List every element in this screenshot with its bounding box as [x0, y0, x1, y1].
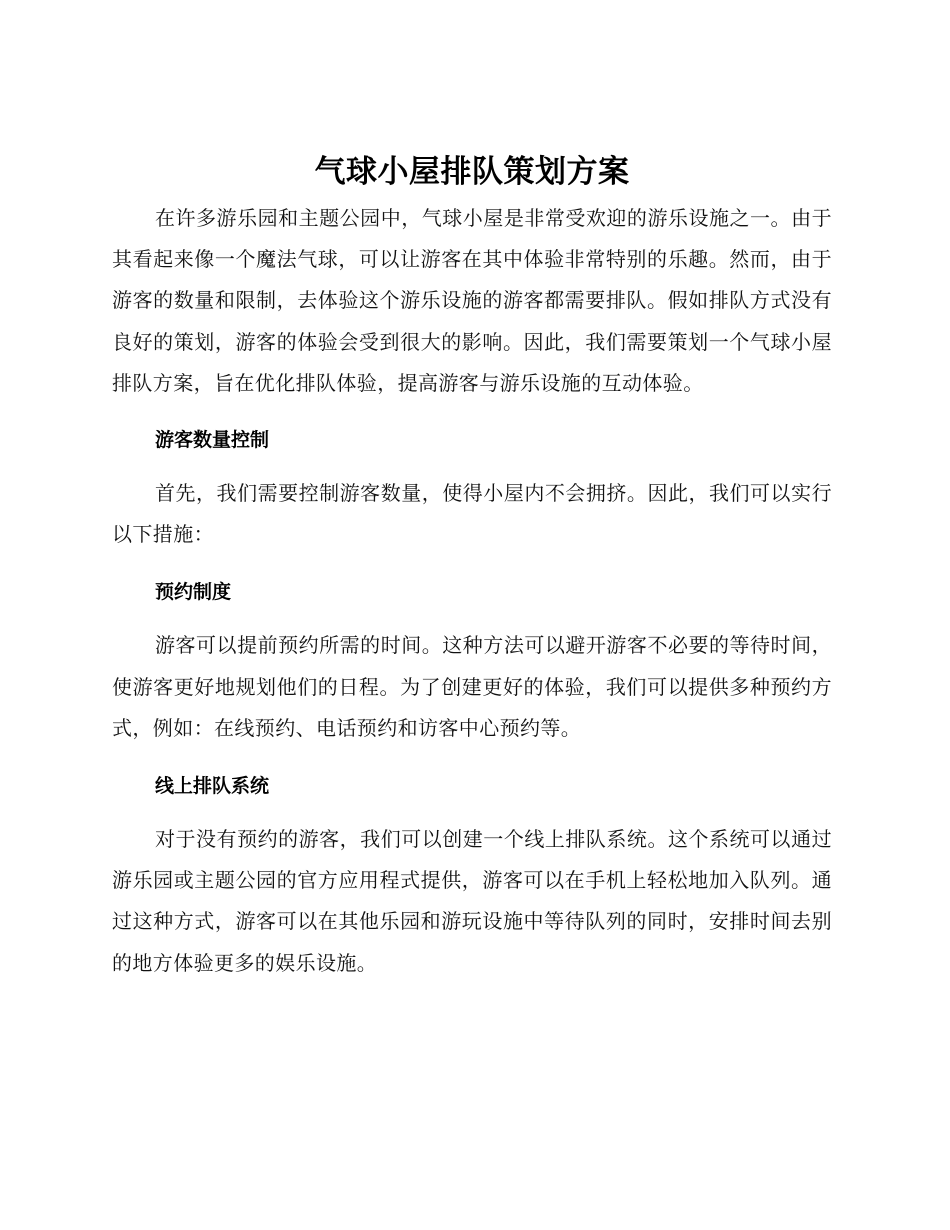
section-body-visitor-control: 首先，我们需要控制游客数量，使得小屋内不会拥挤。因此，我们可以实行以下措施：: [112, 481, 832, 547]
section-body-reservation: 游客可以提前预约所需的时间。这种方法可以避开游客不必要的等待时间，使游客更好地规划他们的日程。为了创建更好的体验，我们可以提供多种预约方式，例如：在线预约、电话预约和访客中心预约等。: [112, 633, 832, 740]
intro-paragraph: 在许多游乐园和主题公园中，气球小屋是非常受欢迎的游乐设施之一。由于其看起来像一个魔法气球，可以让游客在其中体验非常特别的乐趣。然而，由于游客的数量和限制，去体验这个游乐设施的游客都需要排队。假如排队方式没有良好的策划，游客的体验会受到很大的影响。因此，我们需要策划一个气球小屋排队方案，旨在优化排队体验，提高游客与游乐设施的互动体验。: [112, 206, 832, 395]
section-heading-online-queue: 线上排队系统: [155, 775, 270, 798]
section-heading-reservation: 预约制度: [155, 581, 232, 604]
document-page: [112, 150, 832, 984]
section-body-online-queue: 对于没有预约的游客，我们可以创建一个线上排队系统。这个系统可以通过游乐园或主题公园的官方应用程式提供，游客可以在手机上轻松地加入队列。通过这种方式，游客可以在其他乐园和游玩设施中等待队列的同时，安排时间去别的地方体验更多的娱乐设施。: [112, 827, 832, 975]
section-heading-visitor-control: 游客数量控制: [155, 429, 270, 452]
document-title: 气球小屋排队策划方案: [314, 154, 630, 190]
